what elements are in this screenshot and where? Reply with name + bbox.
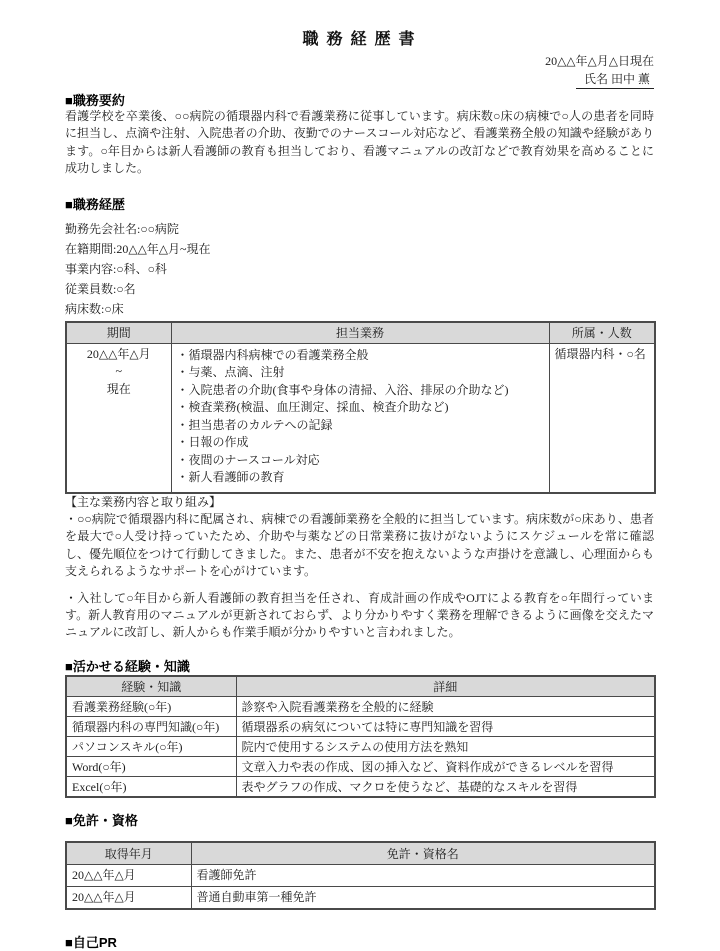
duty-item: ・日報の作成 — [176, 435, 249, 450]
period-end: 現在 — [106, 381, 131, 396]
work-table-row — [66, 343, 655, 493]
skills-row — [66, 736, 655, 756]
licenses-table-header-row — [66, 842, 655, 865]
work-table-header-period: 期間 — [66, 322, 171, 344]
section-heading-self-pr: ■自己PR — [65, 934, 117, 950]
work-table-header-affiliation: 所属・人数 — [549, 322, 655, 344]
duty-item: ・夜間のナースコール対応 — [176, 452, 320, 467]
license-date-cell: 20△△年△月 — [66, 886, 191, 909]
main-duties-paragraph-2: ・入社して○年目から新人看護師の教育担当を任され、育成計画の作成やOJTによる教育を○年間行っています。新人教育用のマニュアルが更新されておらず、より分かりやすく業務を理解できるように画像を交えたマニュアルに改訂し、新人からも作業手順が分かりやすいと言われました。 — [65, 590, 654, 640]
duties-cell — [171, 343, 549, 493]
skill-detail-cell: 文章入力や表の作成、図の挿入など、資料作成ができるレベルを習得 — [236, 756, 655, 776]
license-name-cell: 普通自動車第一種免許 — [191, 886, 655, 909]
work-table-header-row — [66, 322, 655, 344]
duties-list — [177, 345, 544, 491]
affiliation-cell: 循環器内科・○名 — [549, 343, 655, 493]
tenure-line: 在籍期間:20△△年△月~現在 — [65, 241, 211, 256]
main-duties-paragraph-1: ・○○病院で循環器内科に配属され、病棟での看護師業務を全般的に担当しています。病床数が○床あり、患者を最大で○人受け持っていたため、介助や与薬などの日常業務に抜けがないようにスケジュールを常に確認し、優先順位をつけて行動してきました。また、患者が不安を抱えないような声掛けを意識し、心理面からも支えられるようなサポートを心がけています。 — [65, 512, 654, 579]
summary-paragraph: 看護学校を卒業後、○○病院の循環器内科で看護業務に従事しています。病床数○床の病棟で○人の患者を同時に担当し、点滴や注射、入院患者の介助、夜勤でのナースコール対応など、看護業務全般の知識や経験があります。○年目からは新人看護師の教育も担当しており、看護マニュアルの改訂などで教育効果を高めることに成功しました。 — [65, 109, 654, 176]
duty-item: ・担当患者のカルテへの記録 — [176, 417, 333, 432]
company-info-block — [65, 219, 654, 319]
license-row — [66, 864, 655, 886]
skills-row — [66, 716, 655, 736]
applicant-name: 氏名 田中 薫 — [576, 70, 654, 89]
section-heading-summary: ■職務要約 — [65, 93, 125, 108]
skills-table-header-row — [66, 676, 655, 697]
period-start: 20△△年△月 — [86, 346, 151, 361]
duty-item: ・循環器内科病棟での看護業務全般 — [176, 347, 369, 362]
skill-name-cell: Excel(○年) — [66, 776, 236, 797]
skill-name-cell: パソコンスキル(○年) — [66, 736, 236, 756]
skills-table — [65, 675, 656, 798]
section-heading-career: ■職務経歴 — [65, 196, 125, 212]
name-line-wrap — [65, 70, 654, 87]
skill-detail-cell: 表やグラフの作成、マクロを使うなど、基礎的なスキルを習得 — [236, 776, 655, 797]
skills-row — [66, 756, 655, 776]
skill-name-cell: 看護業務経験(○年) — [66, 696, 236, 716]
business-line: 事業内容:○科、○科 — [65, 261, 167, 276]
duty-item: ・新人看護師の教育 — [176, 470, 285, 485]
section-heading-skills: ■活かせる経験・知識 — [65, 658, 190, 674]
licenses-table — [65, 841, 656, 910]
skill-name-cell: Word(○年) — [66, 756, 236, 776]
work-table-header-duties: 担当業務 — [171, 322, 549, 344]
skill-detail-cell: 診察や入院看護業務を全般的に経験 — [236, 696, 655, 716]
resume-document — [0, 26, 720, 950]
skills-header-detail: 詳細 — [236, 676, 655, 697]
license-row — [66, 886, 655, 909]
licenses-header-name: 免許・資格名 — [191, 842, 655, 865]
current-date-line: 20△△年△月△日現在 — [545, 54, 654, 68]
section-heading-licenses: ■免許・資格 — [65, 812, 138, 828]
skills-row — [66, 776, 655, 797]
page-title: 職 務 経 歴 書 — [302, 31, 417, 48]
skill-name-cell: 循環器内科の専門知識(○年) — [66, 716, 236, 736]
licenses-header-date: 取得年月 — [66, 842, 191, 865]
main-duties-heading: 【主な業務内容と取り組み】 — [65, 494, 222, 509]
skills-header-skill: 経験・知識 — [66, 676, 236, 697]
beds-line: 病床数:○床 — [65, 301, 124, 316]
period-cell — [66, 343, 171, 493]
period-tilde: ~ — [115, 364, 122, 379]
skills-row — [66, 696, 655, 716]
skill-detail-cell: 院内で使用するシステムの使用方法を熟知 — [236, 736, 655, 756]
duty-item: ・入院患者の介助(食事や身体の清掃、入浴、排尿の介助など) — [176, 382, 509, 397]
company-name-line: 勤務先会社名:○○病院 — [65, 221, 179, 236]
employees-line: 従業員数:○名 — [65, 281, 136, 296]
license-date-cell: 20△△年△月 — [66, 864, 191, 886]
skill-detail-cell: 循環器系の病気については特に専門知識を習得 — [236, 716, 655, 736]
license-name-cell: 看護師免許 — [191, 864, 655, 886]
duty-item: ・与薬、点滴、注射 — [176, 365, 285, 380]
work-history-table — [65, 321, 656, 494]
duty-item: ・検査業務(検温、血圧測定、採血、検査介助など) — [176, 400, 449, 415]
